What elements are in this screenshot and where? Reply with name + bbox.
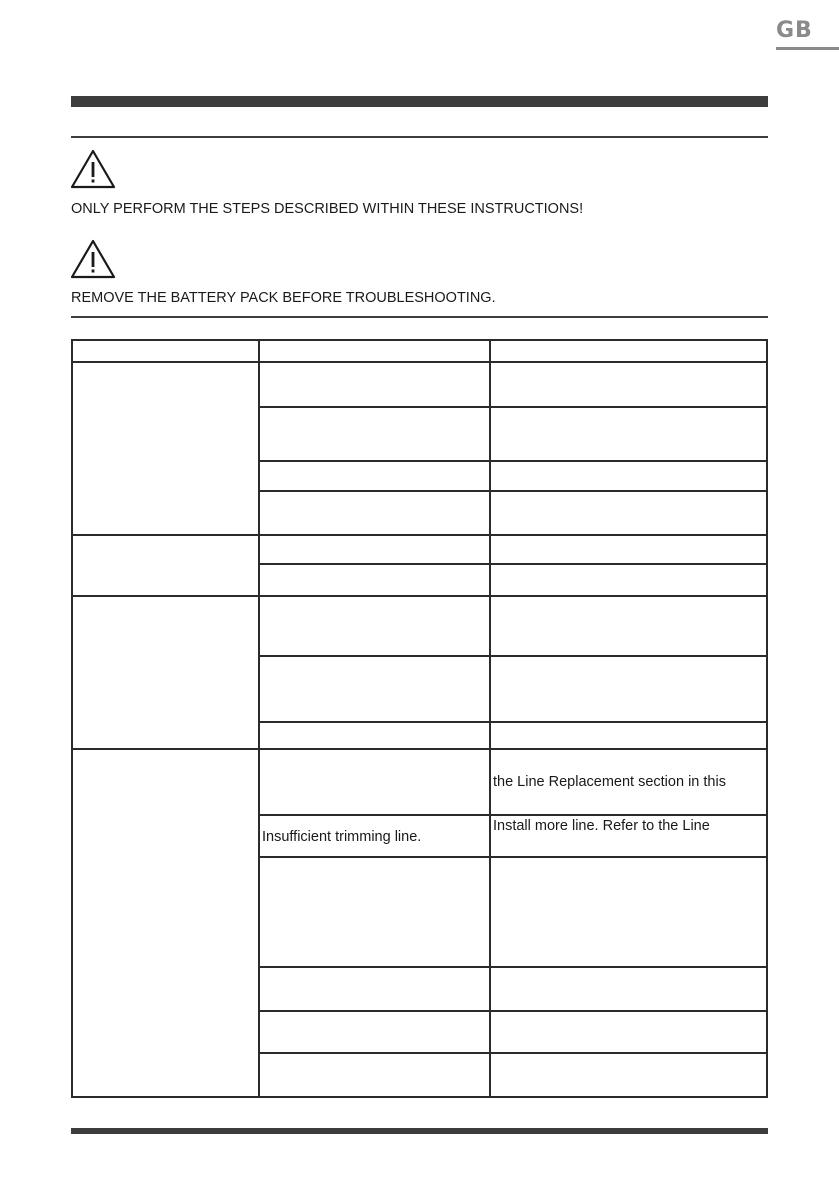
- table-row-divider: [260, 655, 766, 657]
- table-cell-solution: the Line Replacement section in this: [493, 774, 726, 790]
- section-divider-bottom: [71, 316, 768, 318]
- troubleshooting-table: [71, 339, 768, 1098]
- table-group-divider: [73, 748, 766, 750]
- table-column-divider: [489, 341, 491, 1096]
- table-header-divider: [73, 361, 766, 363]
- warning-triangle-icon: [69, 148, 117, 190]
- section-divider-top: [71, 136, 768, 138]
- language-tag-underline: [776, 47, 839, 50]
- table-group-divider: [73, 595, 766, 597]
- table-row-divider: [260, 966, 766, 968]
- section-header-bar: [71, 96, 768, 107]
- warning-text-battery: REMOVE THE BATTERY PACK BEFORE TROUBLESHOOTING.: [71, 290, 496, 306]
- table-row-divider: [260, 490, 766, 492]
- warning-triangle-icon: [69, 238, 117, 280]
- table-row-divider: [260, 721, 766, 723]
- table-row-divider: [260, 406, 766, 408]
- page-footer-bar: [71, 1128, 768, 1134]
- table-row-divider: [260, 563, 766, 565]
- table-row-divider: [260, 1052, 766, 1054]
- table-group-divider: [73, 534, 766, 536]
- table-column-divider: [258, 341, 260, 1096]
- table-row-divider: [260, 856, 766, 858]
- language-tag: GB: [776, 18, 813, 43]
- table-cell-cause: Insufficient trimming line.: [262, 829, 422, 845]
- table-row-divider: [260, 460, 766, 462]
- table-cell-solution: Install more line. Refer to the Line: [493, 818, 710, 834]
- warning-text-instructions: ONLY PERFORM THE STEPS DESCRIBED WITHIN THESE INSTRUCTIONS!: [71, 201, 584, 217]
- table-row-divider: [260, 814, 766, 816]
- table-row-divider: [260, 1010, 766, 1012]
